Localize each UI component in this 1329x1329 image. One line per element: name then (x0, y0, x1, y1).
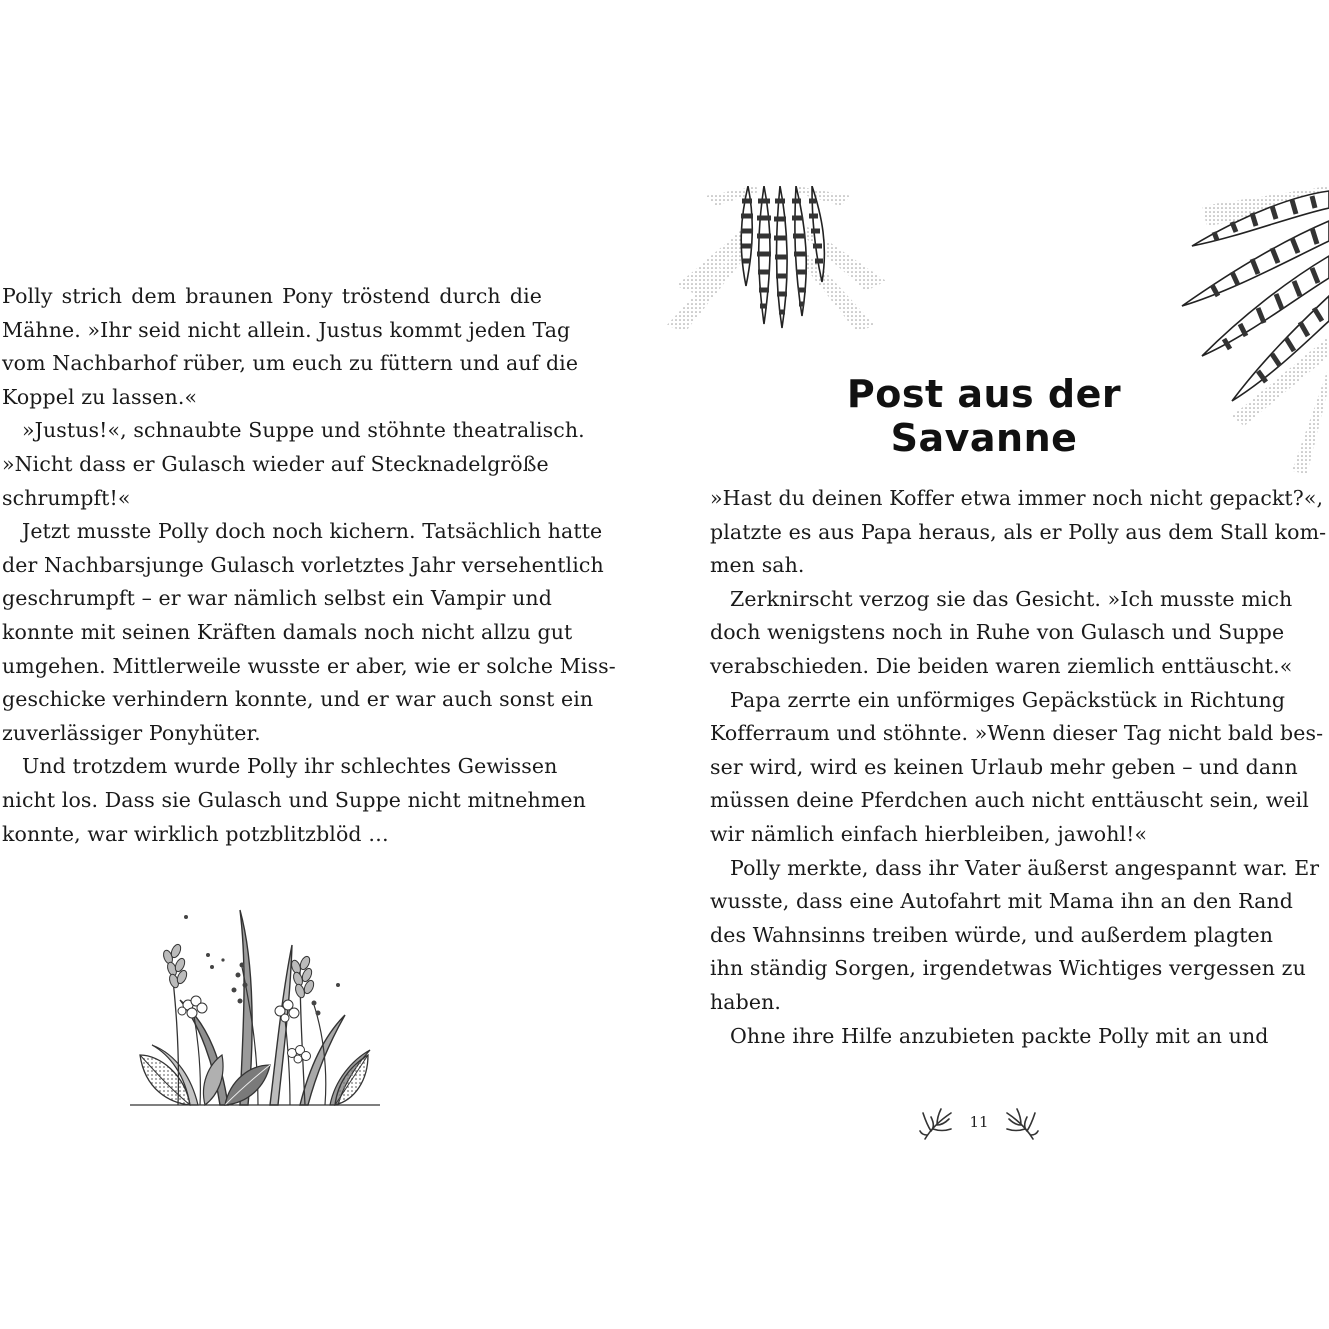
text-line: wusste, dass eine Autofahrt mit Mama ihn an den Rand (710, 889, 1293, 914)
text-line: Polly strich dem braunen Pony tröstend durch die (2, 284, 542, 308)
text-line: schrumpft!« (2, 485, 131, 510)
text-line: ser wird, wird es keinen Urlaub mehr geben – und dann (710, 754, 1298, 779)
striped-palm-leaves-illustration (646, 186, 908, 336)
text-line: geschrumpft – er war nämlich selbst ein Vampir und (2, 586, 552, 611)
paragraph (710, 684, 1324, 852)
page-folio (919, 1105, 1039, 1145)
text-line: Jetzt musste Polly doch noch kichern. Tatsächlich hatte (22, 519, 603, 544)
text-line: ihn ständig Sorgen, irgendetwas Wichtiges vergessen zu (710, 956, 1306, 981)
left-page-text (2, 280, 616, 851)
text-line: Koppel zu lassen.« (2, 384, 198, 409)
text-line: Polly merkte, dass ihr Vater äußerst angespannt war. Er (730, 855, 1320, 880)
text-line: »Hast du deinen Koffer etwa immer noch nicht gepackt?«, (710, 486, 1324, 510)
text-line: Zerknirscht verzog sie das Gesicht. »Ich musste mich (730, 586, 1293, 611)
text-line: Mähne. »Ihr seid nicht allein. Justus kommt jeden Tag (2, 317, 571, 342)
text-line: platzte es aus Papa heraus, als er Polly aus dem Stall kom- (710, 519, 1327, 544)
paragraph (2, 414, 585, 515)
paragraph (2, 280, 579, 414)
paragraph (2, 515, 616, 750)
text-line: »Justus!«, schnaubte Suppe und stöhnte theatralisch. (22, 418, 585, 443)
text-line: umgehen. Mittlerweile wusste er aber, wie er solche Miss- (2, 653, 616, 678)
paragraph (2, 750, 586, 851)
text-line: zuverlässiger Ponyhüter. (2, 720, 261, 745)
paragraph (710, 1020, 1269, 1054)
text-line: Kofferraum und stöhnte. »Wenn dieser Tag nicht bald bes- (710, 721, 1324, 746)
text-line: nicht los. Dass sie Gulasch und Suppe nicht mitnehmen (2, 787, 586, 812)
text-line: der Nachbarsjunge Gulasch vorletztes Jahr versehentlich (2, 552, 604, 577)
grass-and-flowers-illustration (130, 905, 380, 1110)
chapter-title: Post aus der Savanne (846, 372, 1122, 460)
paragraph (710, 482, 1327, 583)
text-line: haben. (710, 989, 781, 1014)
text-line: des Wahnsinns treiben würde, und außerdem plagten (710, 922, 1274, 947)
leaf-sprig-left-icon (919, 1105, 955, 1143)
leaf-sprig-right-icon (1003, 1105, 1039, 1143)
right-page-text (710, 482, 1327, 1053)
text-line: Papa zerrte ein unförmiges Gepäckstück in Richtung (730, 687, 1286, 712)
text-line: Und trotzdem wurde Polly ihr schlechtes Gewissen (22, 754, 558, 779)
text-line: »Nicht dass er Gulasch wieder auf Stecknadelgröße (2, 451, 549, 476)
text-line: müssen deine Pferdchen auch nicht enttäuscht sein, weil (710, 788, 1309, 813)
page-number: 11 (969, 1113, 989, 1131)
left-page (0, 0, 664, 1329)
text-line: geschicke verhindern konnte, und er war auch sonst ein (2, 687, 594, 712)
paragraph (710, 852, 1320, 1020)
text-line: doch wenigstens noch in Ruhe von Gulasch und Suppe (710, 620, 1285, 645)
text-line: vom Nachbarhof rüber, um euch zu füttern und auf die (2, 351, 579, 376)
text-line: Ohne ihre Hilfe anzubieten packte Polly mit an und (730, 1023, 1269, 1048)
text-line: konnte, war wirklich potzblitzblöd … (2, 821, 389, 846)
striped-palm-leaves-corner-illustration (1172, 186, 1329, 476)
text-line: wir nämlich einfach hierbleiben, jawohl!« (710, 821, 1148, 846)
right-page (664, 0, 1329, 1329)
paragraph (710, 583, 1293, 684)
text-line: konnte mit seinen Kräften damals noch nicht allzu gut (2, 619, 573, 644)
text-line: verabschieden. Die beiden waren ziemlich enttäuscht.« (710, 653, 1293, 678)
text-line: men sah. (710, 553, 805, 578)
